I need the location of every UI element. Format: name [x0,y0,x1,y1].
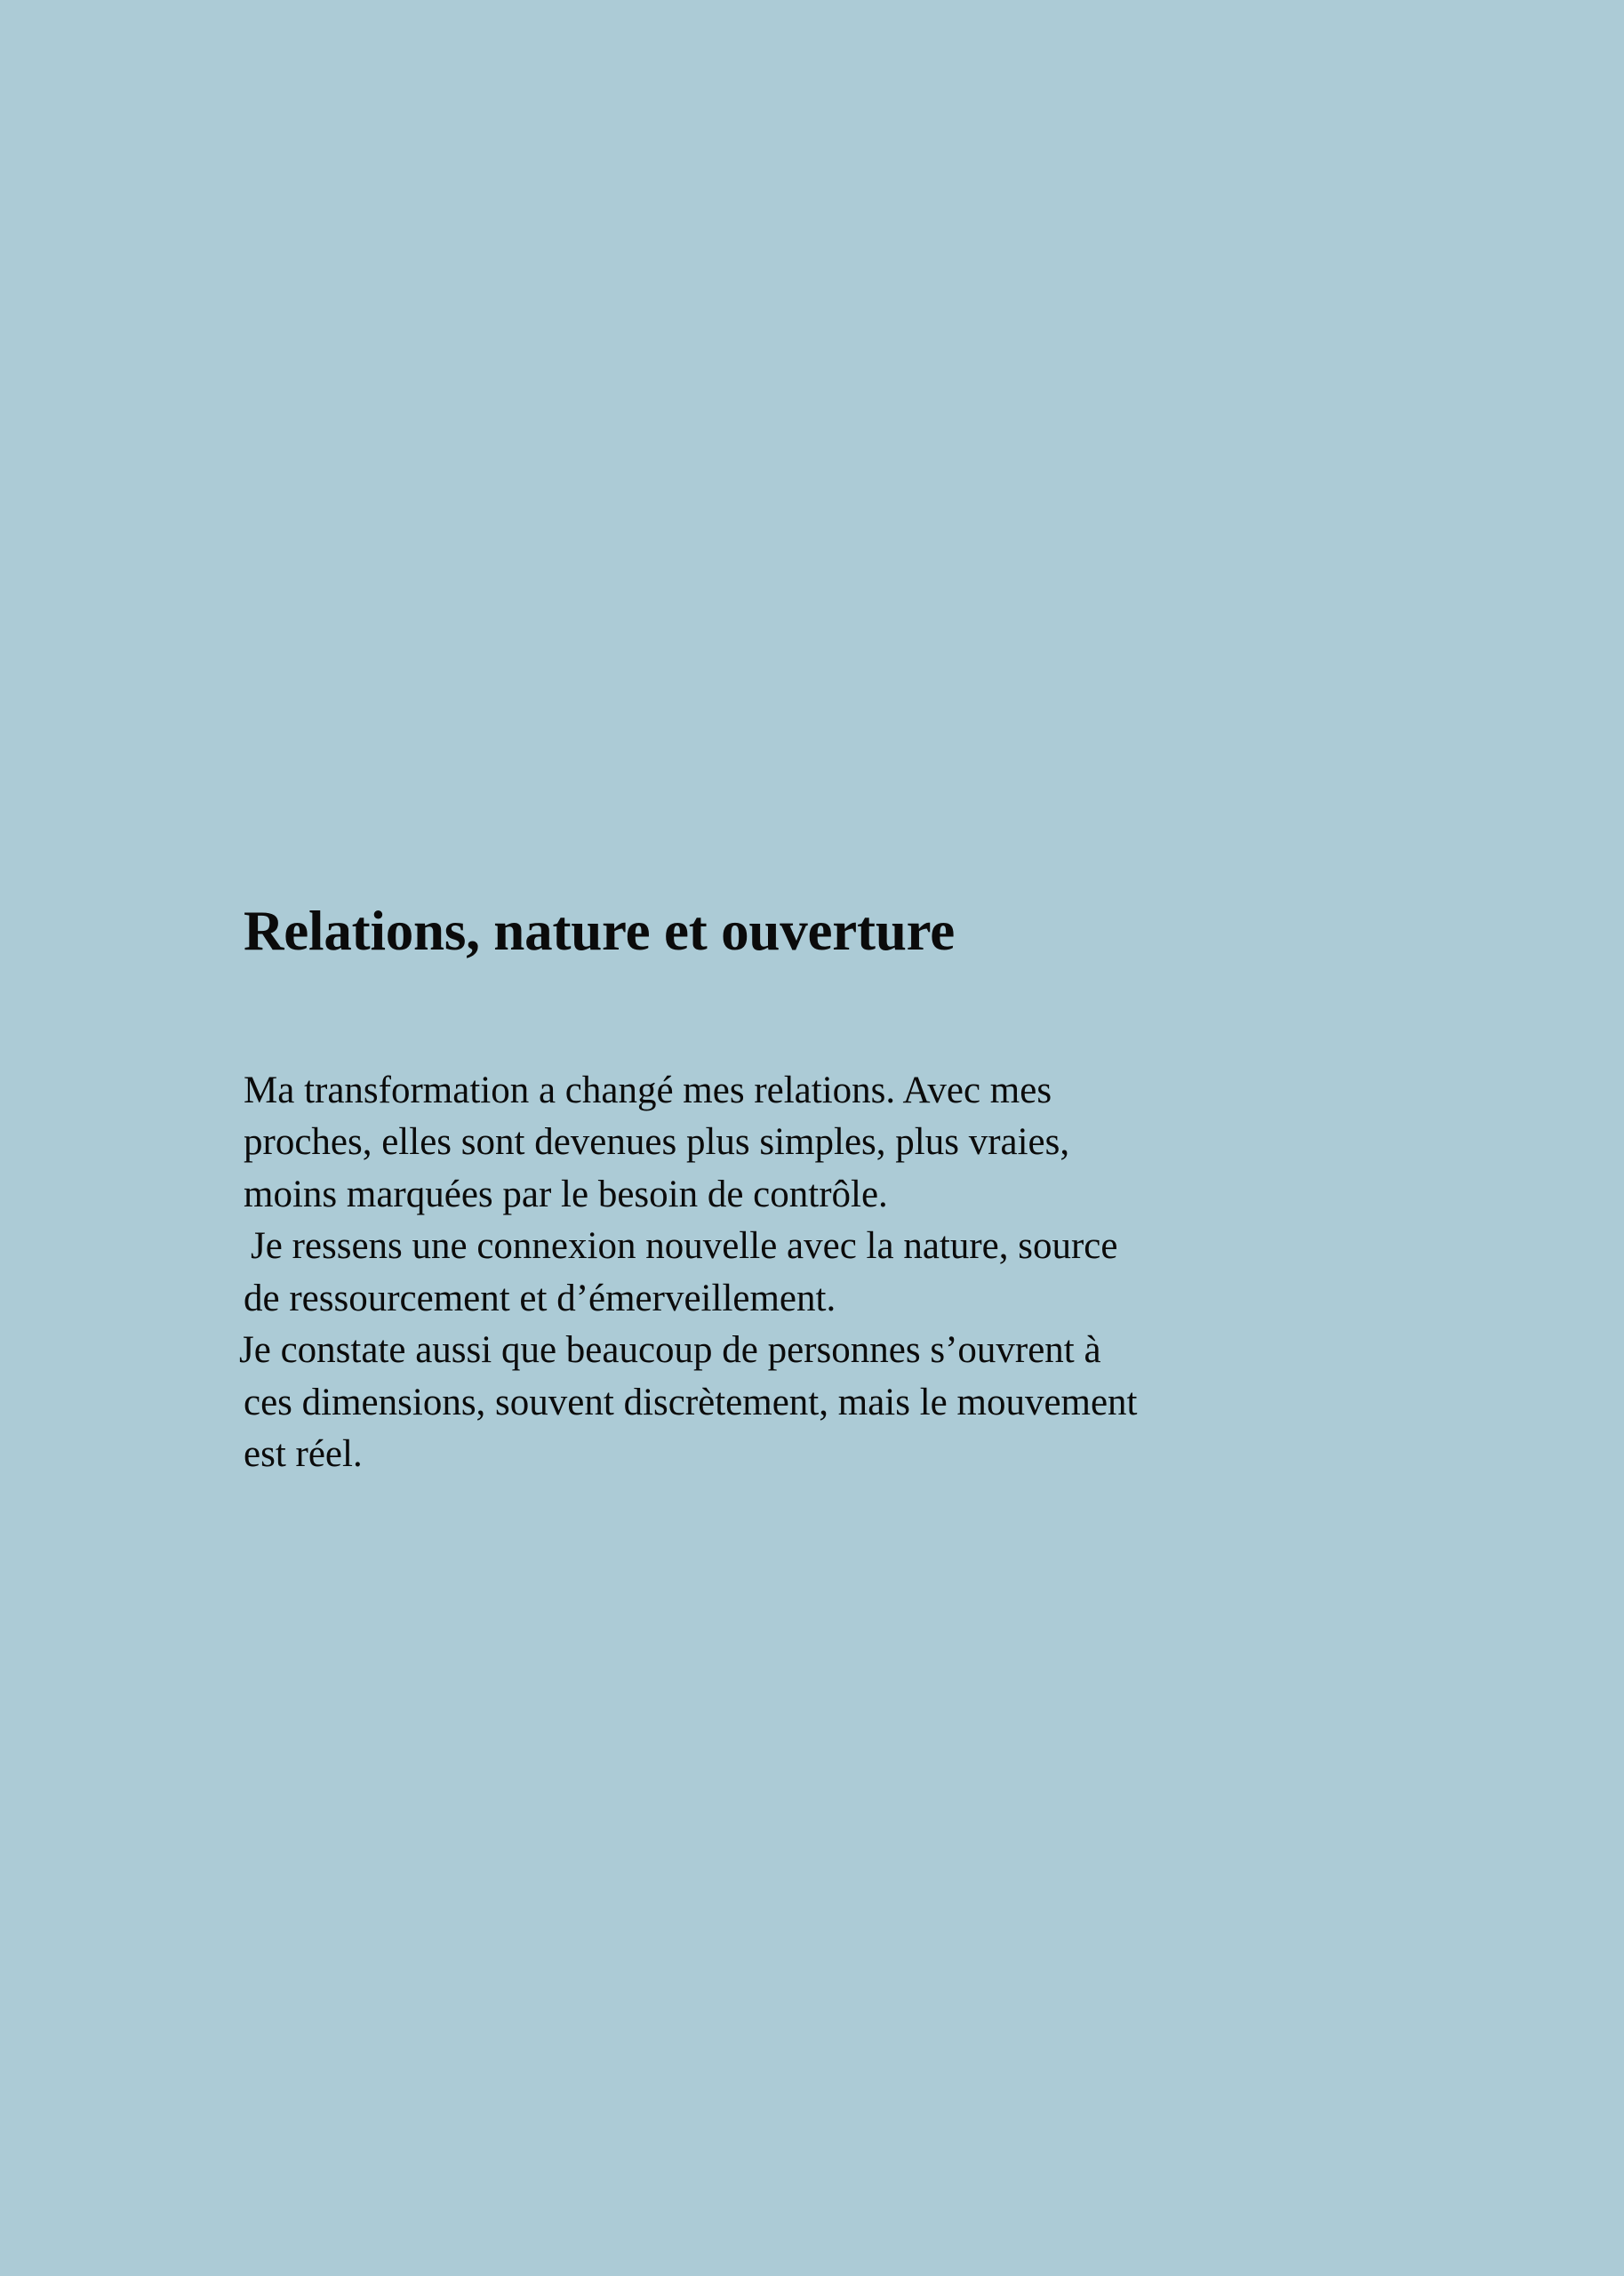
body-line: proches, elles sont devenues plus simples, plus vraies, [244,1121,1070,1164]
body-line: Ma transformation a changé mes relations. Avec mes [244,1069,1052,1111]
body-line: Je constate aussi que beaucoup de personnes s’ouvrent à [239,1329,1101,1372]
body-line: Je ressens une connexion nouvelle avec la nature, source [251,1225,1118,1268]
body-line: ces dimensions, souvent discrètement, mais le mouvement [244,1381,1138,1423]
body-paragraph [239,1065,1266,1481]
body-line: moins marquées par le besoin de contrôle. [244,1173,888,1215]
text-section [239,898,1266,1481]
body-line: de ressourcement et d’émerveillement. [244,1277,836,1319]
section-heading: Relations, nature et ouverture [244,900,956,962]
body-line: est réel. [244,1433,363,1476]
